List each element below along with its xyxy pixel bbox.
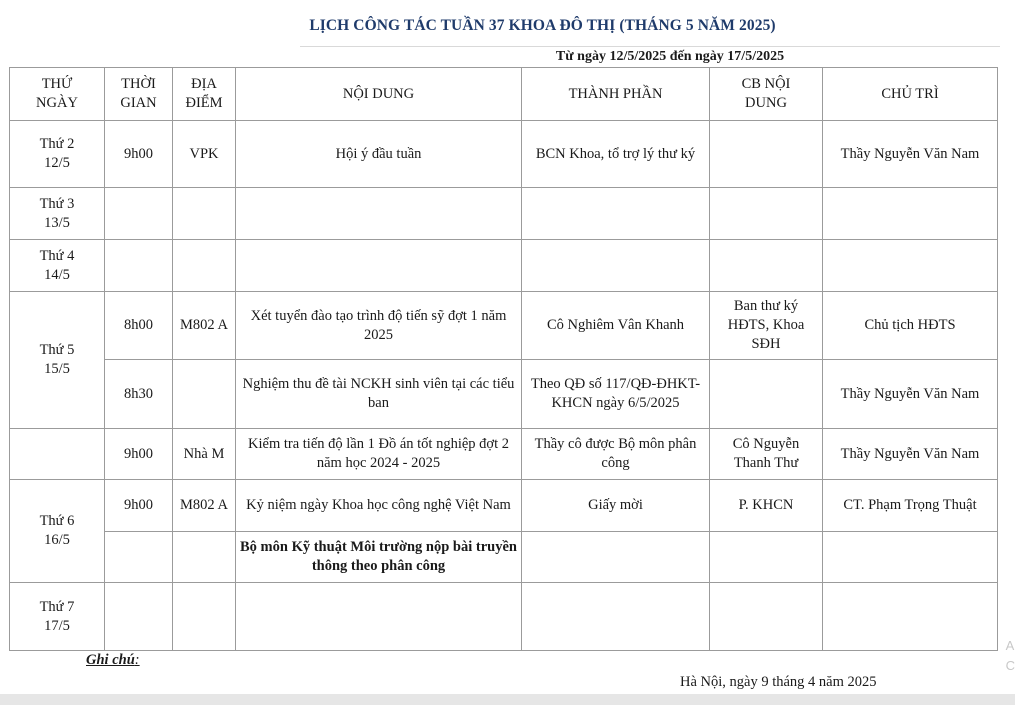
- chair-cell: [823, 188, 998, 240]
- content-cell: Bộ môn Kỹ thuật Môi trường nộp bài truyền thông theo phân công: [236, 532, 522, 583]
- header-row: [10, 68, 998, 121]
- time-cell: 8h30: [105, 360, 173, 429]
- chair-cell: Thầy Nguyễn Văn Nam: [823, 429, 998, 480]
- col-header-content: NỘI DUNG: [236, 68, 522, 121]
- staff-cell: Cô Nguyễn Thanh Thư: [710, 429, 823, 480]
- content-cell: Kỷ niệm ngày Khoa học công nghệ Việt Nam: [236, 480, 522, 532]
- chair-cell: [823, 532, 998, 583]
- members-cell: Cô Nghiêm Vân Khanh: [522, 292, 710, 360]
- table-row: [10, 480, 998, 532]
- place-cell: [173, 360, 236, 429]
- chair-cell: Thầy Nguyễn Văn Nam: [823, 121, 998, 188]
- chair-cell: CT. Phạm Trọng Thuật: [823, 480, 998, 532]
- table-row: [10, 429, 998, 480]
- members-cell: [522, 532, 710, 583]
- time-cell: 8h00: [105, 292, 173, 360]
- day-cell: Thứ 7 17/5: [10, 583, 105, 651]
- members-cell: [522, 240, 710, 292]
- table-row: [10, 583, 998, 651]
- place-cell: VPK: [173, 121, 236, 188]
- members-cell: [522, 188, 710, 240]
- time-cell: 9h00: [105, 429, 173, 480]
- day-cell: Thứ 2 12/5: [10, 121, 105, 188]
- time-cell: [105, 188, 173, 240]
- place-cell: Nhà M: [173, 429, 236, 480]
- content-cell: Nghiệm thu đề tài NCKH sinh viên tại các tiểu ban: [236, 360, 522, 429]
- place-cell: M802 A: [173, 292, 236, 360]
- table-row: [10, 240, 998, 292]
- day-cell: Thứ 6 16/5: [10, 480, 105, 583]
- place-cell: [173, 583, 236, 651]
- table-row: [10, 121, 998, 188]
- bottom-scrollbar[interactable]: [0, 694, 1015, 705]
- staff-cell: P. KHCN: [710, 480, 823, 532]
- day-cell: Thứ 3 13/5: [10, 188, 105, 240]
- note-label: Ghi chú:: [86, 652, 140, 668]
- day-cell: Thứ 5 15/5: [10, 292, 105, 429]
- content-cell: [236, 188, 522, 240]
- content-cell: Kiểm tra tiến độ lần 1 Đồ án tốt nghiệp đợt 2 năm học 2024 - 2025: [236, 429, 522, 480]
- staff-cell: Ban thư ký HĐTS, Khoa SĐH: [710, 292, 823, 360]
- content-cell: Xét tuyển đào tạo trình độ tiến sỹ đợt 1 năm 2025: [236, 292, 522, 360]
- page-title: LỊCH CÔNG TÁC TUẦN 37 KHOA ĐÔ THỊ (THÁNG 5 NĂM 2025): [309, 17, 776, 34]
- time-cell: [105, 532, 173, 583]
- chair-cell: Chủ tịch HĐTS: [823, 292, 998, 360]
- table-row: [10, 360, 998, 429]
- content-cell: [236, 583, 522, 651]
- schedule-table: [9, 67, 998, 651]
- col-header-time: THỜI GIAN: [105, 68, 173, 121]
- window-edge-artifact: A C: [1005, 638, 1015, 673]
- content-cell: [236, 240, 522, 292]
- place-date: Hà Nội, ngày 9 tháng 4 năm 2025: [680, 674, 877, 690]
- col-header-staff: CB NỘI DUNG: [710, 68, 823, 121]
- place-cell: [173, 240, 236, 292]
- time-cell: 9h00: [105, 480, 173, 532]
- table-row: [10, 532, 998, 583]
- time-cell: [105, 240, 173, 292]
- members-cell: BCN Khoa, tổ trợ lý thư ký: [522, 121, 710, 188]
- time-cell: 9h00: [105, 121, 173, 188]
- col-header-day: THỨ NGÀY: [10, 68, 105, 121]
- col-header-chair: CHỦ TRÌ: [823, 68, 998, 121]
- table-row: [10, 188, 998, 240]
- chair-cell: [823, 583, 998, 651]
- col-header-members: THÀNH PHẦN: [522, 68, 710, 121]
- staff-cell: [710, 532, 823, 583]
- col-header-place: ĐỊA ĐIỂM: [173, 68, 236, 121]
- staff-cell: [710, 240, 823, 292]
- chair-cell: [823, 240, 998, 292]
- table-row: [10, 292, 998, 360]
- content-cell: Hội ý đầu tuần: [236, 121, 522, 188]
- staff-cell: [710, 360, 823, 429]
- members-cell: [522, 583, 710, 651]
- place-cell: [173, 532, 236, 583]
- members-cell: Giấy mời: [522, 480, 710, 532]
- staff-cell: [710, 121, 823, 188]
- day-cell: [10, 429, 105, 480]
- place-cell: M802 A: [173, 480, 236, 532]
- place-cell: [173, 188, 236, 240]
- staff-cell: [710, 583, 823, 651]
- members-cell: Theo QĐ số 117/QĐ-ĐHKT-KHCN ngày 6/5/2025: [522, 360, 710, 429]
- title-divider: [300, 46, 1000, 47]
- members-cell: Thầy cô được Bộ môn phân công: [522, 429, 710, 480]
- time-cell: [105, 583, 173, 651]
- day-cell: Thứ 4 14/5: [10, 240, 105, 292]
- chair-cell: Thầy Nguyễn Văn Nam: [823, 360, 998, 429]
- date-range: Từ ngày 12/5/2025 đến ngày 17/5/2025: [555, 49, 785, 64]
- staff-cell: [710, 188, 823, 240]
